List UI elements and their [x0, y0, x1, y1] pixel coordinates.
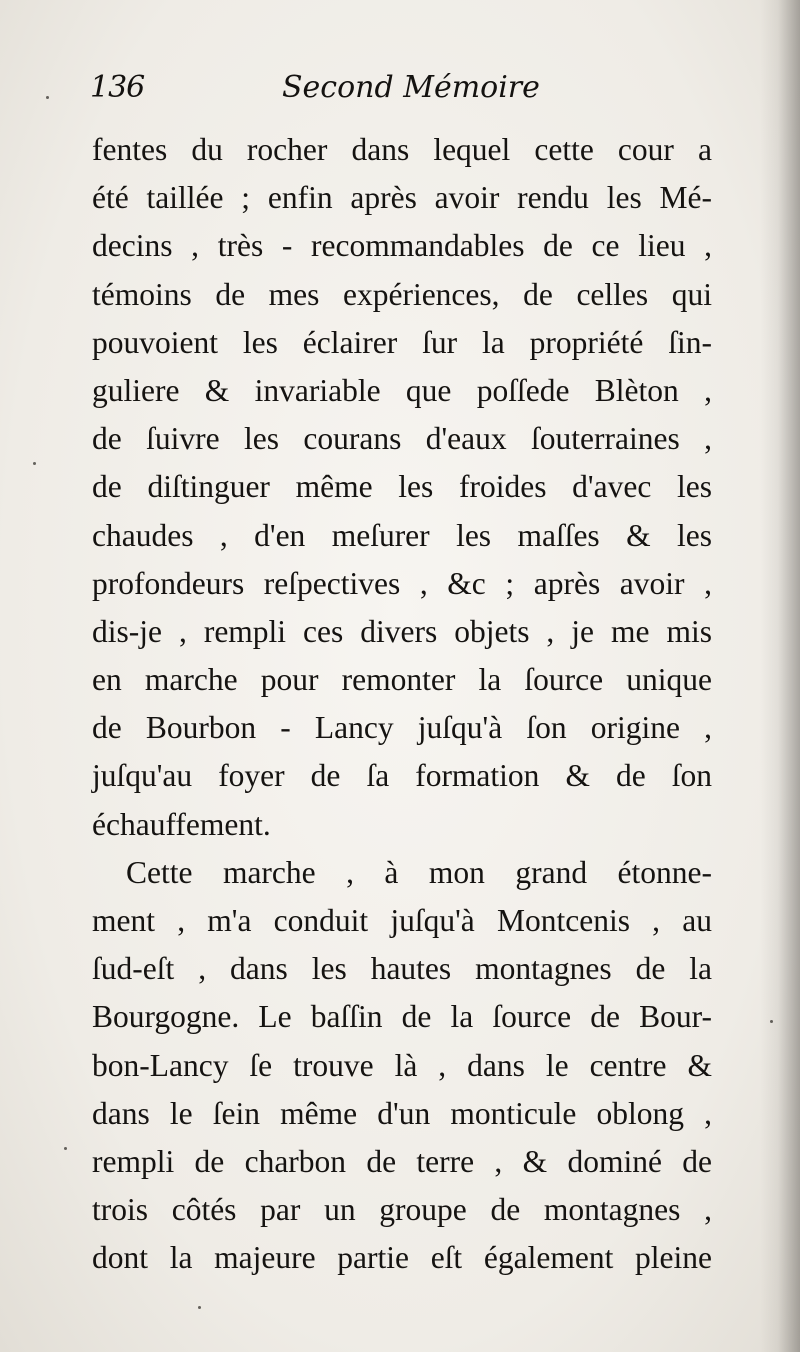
page-number: 136: [90, 70, 145, 105]
text-line: de Bourbon - Lancy juſqu'à ſon origine ,: [92, 710, 712, 746]
page-header: [90, 70, 730, 120]
text-line: dis-je , rempli ces divers objets , je me mis: [92, 613, 712, 649]
ink-speck: [770, 1020, 773, 1023]
text-line: dont la majeure partie eſt également pleine: [92, 1240, 712, 1276]
text-line: ment , m'a conduit juſqu'à Montcenis , au: [92, 903, 712, 938]
text-line: Bourgogne. Le baſſin de la ſource de Bour-: [92, 999, 712, 1035]
text-line: juſqu'au foyer de ſa formation & de ſon: [92, 758, 712, 794]
text-line: témoins de mes expériences, de celles qui: [92, 276, 712, 312]
text-line: guliere & invariable que poſſede Blèton ,: [92, 372, 712, 408]
text-line: profondeurs reſpectives , &c ; après avoir ,: [92, 565, 712, 601]
body-text: [92, 126, 712, 1283]
text-line: de ſuivre les courans d'eaux ſouterraines ,: [92, 421, 712, 457]
ink-speck: [198, 1306, 201, 1309]
ink-speck: [33, 462, 36, 465]
text-line: trois côtés par un groupe de montagnes ,: [92, 1192, 712, 1228]
text-line: dans le ſein même d'un monticule oblong ,: [92, 1095, 712, 1131]
text-line: en marche pour remonter la ſource unique: [92, 662, 712, 698]
text-line: rempli de charbon de terre , & dominé de: [92, 1143, 712, 1179]
ink-speck: [64, 1147, 67, 1150]
text-line: decins , très - recommandables de ce lieu ,: [92, 228, 712, 264]
ink-speck: [46, 96, 49, 99]
text-line: fentes du rocher dans lequel cette cour a: [92, 132, 712, 167]
text-line: pouvoient les éclairer ſur la propriété ſin-: [92, 324, 712, 360]
text-line: de diſtinguer même les froides d'avec les: [92, 469, 712, 505]
text-line: été taillée ; enfin après avoir rendu les Mé-: [92, 180, 712, 216]
paragraph-end-line: échauffement.: [92, 806, 271, 842]
text-line: bon-Lancy ſe trouve là , dans le centre &: [92, 1047, 712, 1083]
page-gutter-shadow: [760, 0, 800, 1352]
paragraph-start-line: Cette marche , à mon grand étonne-: [126, 854, 712, 890]
text-line: ſud-eſt , dans les hautes montagnes de la: [92, 951, 712, 987]
text-line: chaudes , d'en meſurer les maſſes & les: [92, 517, 712, 553]
running-head: Second Mémoire: [282, 70, 540, 105]
